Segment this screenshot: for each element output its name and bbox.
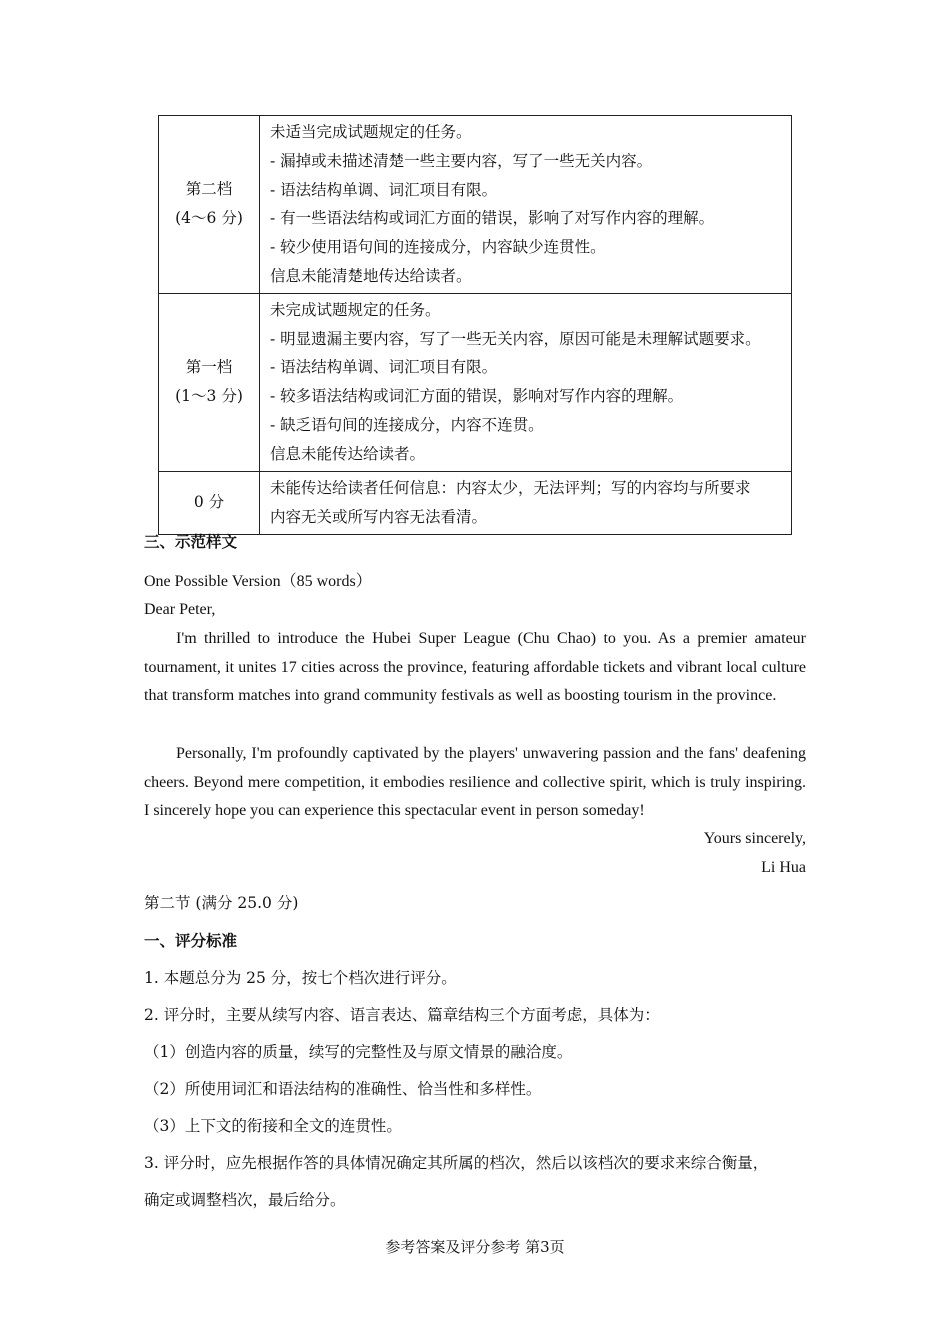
table-row [159,471,792,534]
letter-paragraph-1: I'm thrilled to introduce the Hubei Super League (Chu Chao) to you. As a premier amateur tournament, it unites 17 cities across the province, featuring affordable tickets and vibrant local culture that transform matches into grand community festivals as well as boosting tourism in the province. [144,630,806,705]
description-cell [260,116,792,294]
description-line: 信息未能清楚地传达给读者。 [270,266,472,285]
rubric-table [158,115,792,535]
level-name: 第二档 [185,180,233,199]
page-footer: 参考答案及评分参考 第3页 [385,1238,565,1256]
description-line: 信息未能传达给读者。 [270,444,426,463]
criteria-subitem-1: （1）创造内容的质量，续写的完整性及与原文情景的融洽度。 [144,1043,573,1061]
level-cell [159,293,260,471]
description-line: 内容无关或所写内容无法看清。 [270,507,488,526]
level-name: 0 分 [193,493,225,512]
description-line: - 语法结构单调、词汇项目有限。 [270,358,498,377]
letter-paragraph-2: Personally, I'm profoundly captivated by the players' unwavering passion and the fans' deafening cheers. Beyond mere competition, it embodies resilience and collective spirit, which is truly inspiring. I sincerely hope you can experience this spectacular event in person someday! [144,745,806,820]
table-row [159,116,792,294]
criteria-item-2: 2. 评分时，主要从续写内容、语言表达、篇章结构三个方面考虑，具体为： [144,1006,660,1024]
letter-greeting: Dear Peter, [144,601,216,618]
level-name: 第一档 [185,358,233,377]
level-range: (4～6 分) [175,209,243,228]
letter-signature: Li Hua [761,859,806,876]
description-line: - 缺乏语句间的连接成分，内容不连贯。 [270,415,544,434]
description-line: 未适当完成试题规定的任务。 [270,123,472,141]
description-line: - 较少使用语句间的连接成分，内容缺少连贯性。 [270,238,606,257]
sample-heading: 三、示范样文 [144,532,238,551]
criteria-item-3-line-2: 确定或调整档次，最后给分。 [144,1191,346,1209]
sample-version: One Possible Version（85 words） [144,573,372,590]
description-line: - 语法结构单调、词汇项目有限。 [270,180,498,199]
description-line: - 漏掉或未描述清楚一些主要内容，写了一些无关内容。 [270,151,653,170]
table-row [159,293,792,471]
level-cell [159,116,260,294]
criteria-subitem-3: （3）上下文的衔接和全文的连贯性。 [144,1117,402,1135]
description-cell [260,293,792,471]
description-line: 未能传达给读者任何信息：内容太少，无法评判；写的内容均与所要求 [270,478,751,497]
description-cell [260,471,792,534]
letter-closing: Yours sincerely, [703,830,806,847]
description-line: 未完成试题规定的任务。 [270,300,441,319]
level-cell [159,471,260,534]
description-line: - 明显遗漏主要内容，写了一些无关内容，原因可能是未理解试题要求。 [270,329,761,348]
criteria-item-3-line-1: 3. 评分时，应先根据作答的具体情况确定其所属的档次，然后以该档次的要求来综合衡量， [144,1154,769,1172]
section-heading: 一、评分标准 [144,931,238,950]
description-line: - 较多语法结构或词汇方面的错误，影响对写作内容的理解。 [270,387,684,406]
criteria-subitem-2: （2）所使用词汇和语法结构的准确性、恰当性和多样性。 [144,1080,542,1098]
section-title: 第二节 (满分 25.0 分) [144,894,299,912]
criteria-item-1: 1. 本题总分为 25 分，按七个档次进行评分。 [144,969,457,987]
description-line: - 有一些语法结构或词汇方面的错误，影响了对写作内容的理解。 [270,209,715,228]
level-range: (1～3 分) [175,387,243,406]
